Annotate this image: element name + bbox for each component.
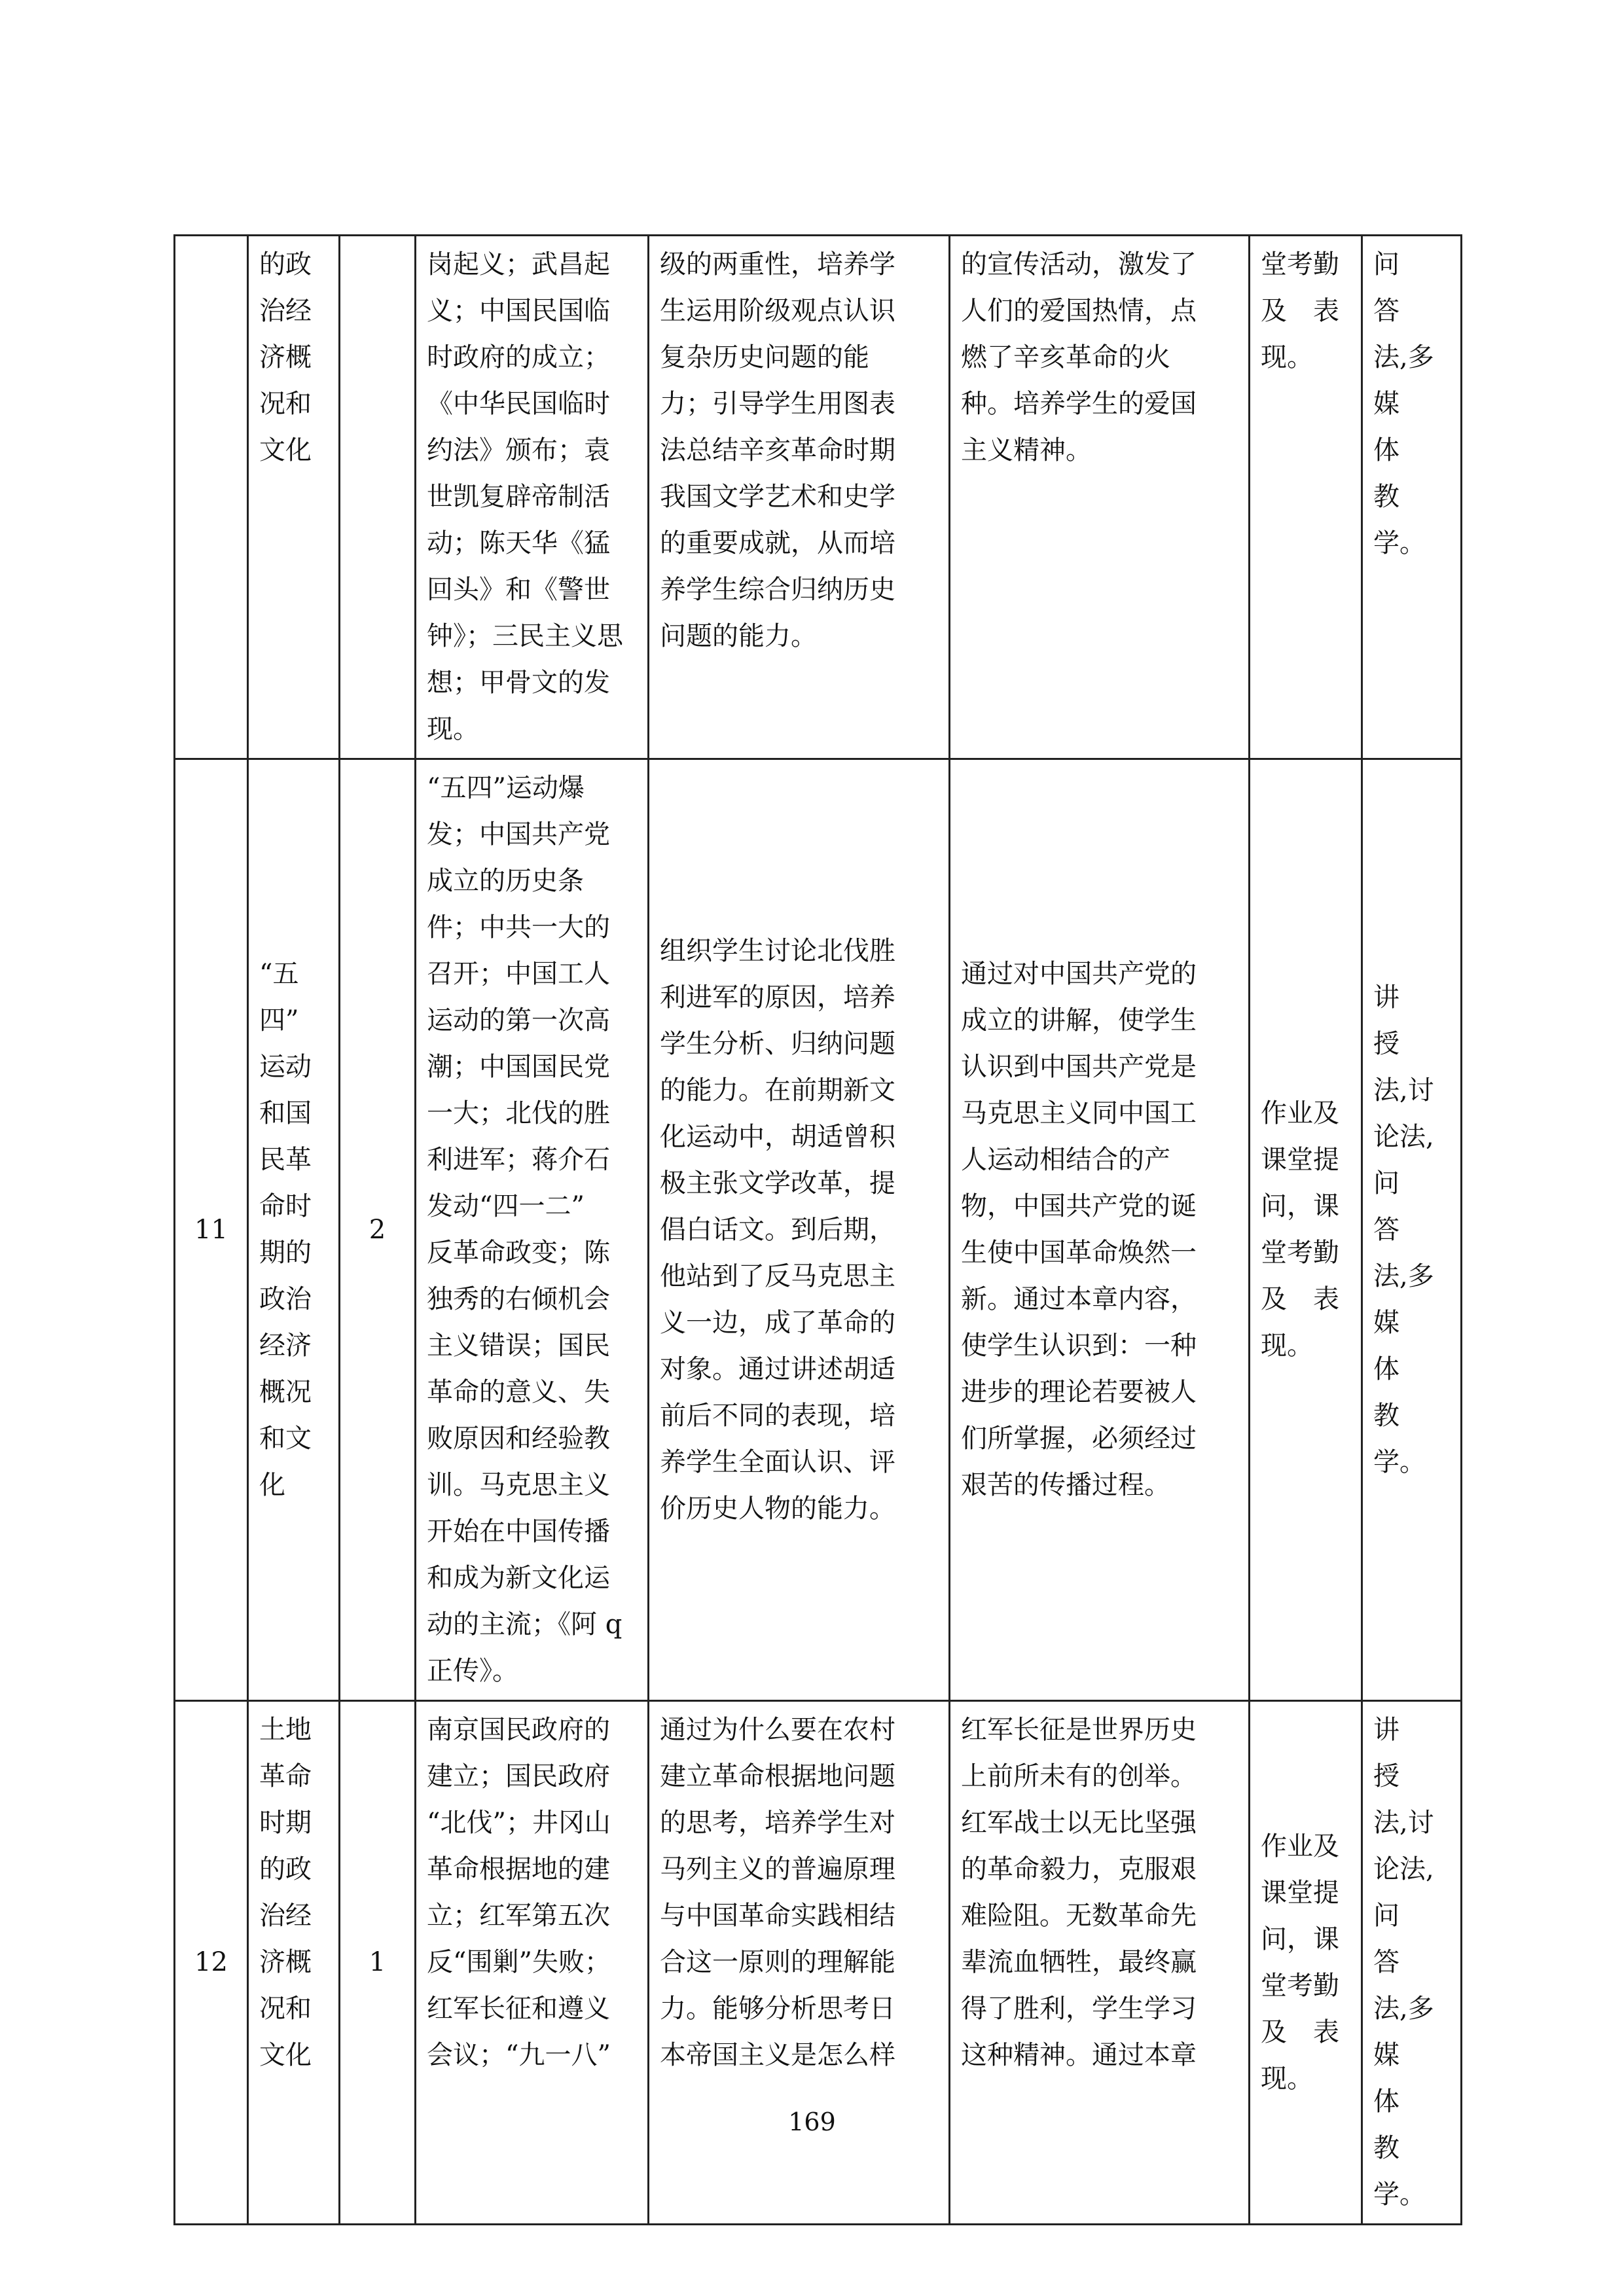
lesson-number-cell: 12 bbox=[175, 1701, 248, 2225]
topic-cell: “五 四” 运动 和国 民革 命时 期的 政治 经济 概况 和文 化 bbox=[248, 759, 340, 1701]
topic-cell: 土地 革命 时期 的政 治经 济概 况和 文化 bbox=[248, 1701, 340, 2225]
content-cell: 南京国民政府的 建立；国民政府 “北伐”；井冈山 革命根据地的建 立；红军第五次 反“围剿”失败； 红军长征和遵义 会议；“九一八” bbox=[416, 1701, 649, 2225]
teaching-method-cell: 讲 授 法,讨 论法, 问 答 法,多 媒 体 教学。 bbox=[1362, 759, 1462, 1701]
ideology-goal-cell: 红军长征是世界历史 上前所未有的创举。 红军战士以无比坚强 的革命毅力，克服艰 难险阻。无数革命先 辈流血牺牲，最终赢 得了胜利，学生学习 这种精神。通过本章 bbox=[950, 1701, 1250, 2225]
assessment-cell: 作业及 课堂提 问，课 堂考勤 及 表 现。 bbox=[1250, 759, 1362, 1701]
lesson-number-cell bbox=[175, 236, 248, 759]
content-cell: 岗起义；武昌起 义；中国民国临 时政府的成立； 《中华民国临时 约法》颁布；袁 世凯复辟帝制活 动；陈天华《猛 回头》和《警世 钟》；三民主义思 想；甲骨文的发 现。 bbox=[416, 236, 649, 759]
ability-goal-cell: 级的两重性，培养学 生运用阶级观点认识 复杂历史问题的能 力；引导学生用图表 法总结辛亥革命时期 我国文学艺术和史学 的重要成就，从而培 养学生综合归纳历史 问题的能力。 bbox=[649, 236, 950, 759]
ideology-goal-cell: 通过对中国共产党的 成立的讲解，使学生 认识到中国共产党是 马克思主义同中国工 人运动相结合的产 物，中国共产党的诞 生使中国革命焕然一 新。通过本章内容， 使学生认识到：一种 进步的理论若要被人 们所掌握，必须经过 艰苦的传播过程。 bbox=[950, 759, 1250, 1701]
ability-goal-cell: 组织学生讨论北伐胜 利进军的原因，培养 学生分析、归纳问题 的能力。在前期新文 化运动中，胡适曾积 极主张文学改革，提 倡白话文。到后期， 他站到了反马克思主 义一边，成了革命的 对象。通过讲述胡适 前后不同的表现，培 养学生全面认识、评 价历史人物的能力。 bbox=[649, 759, 950, 1701]
lesson-number-cell: 11 bbox=[175, 759, 248, 1701]
ideology-goal-cell: 的宣传活动，激发了 人们的爱国热情，点 燃了辛亥革命的火 种。培养学生的爱国 主义精神。 bbox=[950, 236, 1250, 759]
teaching-method-cell: 问 答 法,多 媒 体 教学。 bbox=[1362, 236, 1462, 759]
syllabus-table bbox=[173, 234, 1462, 2225]
ability-goal-cell: 通过为什么要在农村 建立革命根据地问题 的思考，培养学生对 马列主义的普遍原理 与中国革命实践相结 合这一原则的理解能 力。能够分析思考日 本帝国主义是怎么样 bbox=[649, 1701, 950, 2225]
page-number: 169 bbox=[788, 2108, 836, 2136]
table-row bbox=[175, 759, 1462, 1701]
teaching-method-cell: 讲 授 法,讨 论法, 问 答 法,多 媒 体 教学。 bbox=[1362, 1701, 1462, 2225]
hours-cell: 1 bbox=[340, 1701, 416, 2225]
hours-cell: 2 bbox=[340, 759, 416, 1701]
table-row bbox=[175, 236, 1462, 759]
content-cell: “五四”运动爆 发；中国共产党 成立的历史条 件；中共一大的 召开；中国工人 运动的第一次高 潮；中国国民党 一大；北伐的胜 利进军；蒋介石 发动“四一二” 反革命政变；陈 独秀的右倾机会 主义错误；国民 革命的意义、失 败原因和经验教 训。马克思主义 开始在中国传播 和成为新文化运 动的主流；《阿 q 正传》。 bbox=[416, 759, 649, 1701]
table-row bbox=[175, 1701, 1462, 2225]
hours-cell bbox=[340, 236, 416, 759]
assessment-cell: 堂考勤 及 表 现。 bbox=[1250, 236, 1362, 759]
assessment-cell: 作业及 课堂提 问，课 堂考勤 及 表 现。 bbox=[1250, 1701, 1362, 2225]
topic-cell: 的政 治经 济概 况和 文化 bbox=[248, 236, 340, 759]
